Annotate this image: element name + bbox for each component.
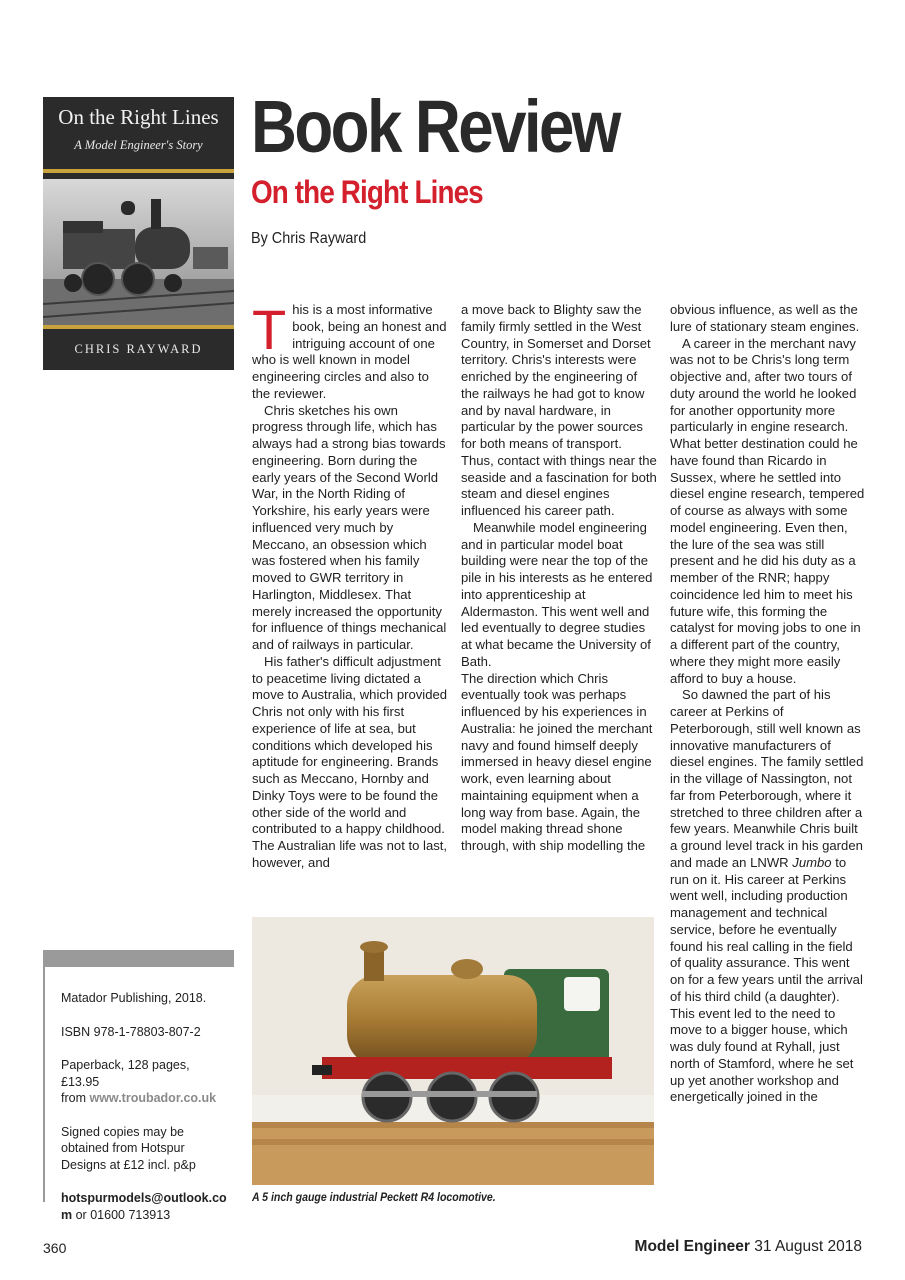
book-info-box: [43, 950, 234, 1222]
cover-subtitle: A Model Engineer's Story: [74, 138, 203, 152]
price-info: Paperback, 128 pages, £13.95 from www.troubador.co.uk: [61, 1058, 217, 1105]
article-paragraph: a move back to Blighty saw the family firmly settled in the West Country, in Somerset and Dorset territory. Chris's interests were enriched by the engineering of the railways he had got to know and by naval hardware, in particular by the power sources for both means of transport. Thus, contact with things near the seaside and a fascination for both steam and diesel engines influenced his career path.: [461, 302, 657, 518]
article-paragraph: This is a most informative book, being an honest and intriguing account of one who is well known in model engineering circles and also to the reviewer.: [252, 298, 447, 401]
publisher: Matador Publishing, 2018.: [61, 991, 207, 1005]
jumbo-italic: Jumbo: [792, 854, 832, 870]
footer-publication: [635, 1238, 862, 1256]
website-link[interactable]: www.troubador.co.uk: [89, 1091, 217, 1105]
book-cover: [43, 97, 234, 370]
article-column-1: [252, 298, 448, 872]
locomotive-photo: [252, 917, 654, 1185]
phone: 01600 713913: [90, 1207, 171, 1222]
email-link[interactable]: hotspurmodels@outlook.com: [61, 1191, 227, 1222]
contact: hotspurmodels@outlook.com or 01600 713913: [61, 1191, 227, 1222]
cover-stripe: [43, 325, 234, 329]
cover-title: On the Right Lines: [58, 105, 219, 129]
page-number: 360: [43, 1240, 67, 1256]
byline: By Chris Rayward: [251, 230, 367, 247]
article-subtitle: On the Right Lines: [251, 174, 483, 210]
cover-locomotive-image: [43, 179, 234, 325]
magazine-name: Model Engineer: [634, 1238, 750, 1255]
article-paragraph: Meanwhile model engineering and in particular model boat building were near the top of the pile in his interests as he entered into apprenticeship at Aldermaston. This went well and led eventually to degree studies at what became the University of Bath.: [461, 519, 653, 669]
info-box-rule: [43, 967, 45, 1202]
article-column-2: [461, 302, 657, 855]
article-paragraph: A career in the merchant navy was not to be Chris's long term objective and, after two tours of duty around the world he looked for another opportunity more particularly in engine research. What better destination could he have found than Ricardo in Sussex, where he settled into diesel engine research, tempered of course as always with some model engineering. Even then, the lure of the sea was still present and he did his duty as a member of the RNR; happy coincidence led him to meet his future wife, this forming the catalyst for moving jobs to one in a different part of the country, where they might more easily afford to buy a house.: [670, 335, 865, 686]
article-paragraph: His father's difficult adjustment to peacetime living dictated a move to Australia, which provided Chris not only with his first experience of life at sea, but conditions which developed his aptitude for engineering. Brands such as Meccano, Hornby and Dinky Toys were to be found the other side of the world and contributed to a happy childhood. The Australian life was not to last, however, and: [252, 653, 448, 870]
issue-date: 31 August 2018: [754, 1238, 862, 1255]
isbn: ISBN 978-1-78803-807-2: [61, 1024, 201, 1039]
article-paragraph: So dawned the part of his career at Perkins of Peterborough, still well known as innovative manufacturers of diesel engines. The family settled in the village of Nassington, not far from Peterborough, where it stretched to three children after a few years. Meanwhile Chris built a ground level track in his garden and made an LNWR Jumbo to run on it. His career at Perkins went well, including production management and technical service, before he eventually found his real calling in the field of quality assurance. This went on for a few years until the arrival of his third child (a daughter). This event led to the need to move to a bigger house, which was duly found at Ryhall, just north of Stamford, where he set up yet another workshop and energetically joined in the: [670, 687, 864, 1105]
article-paragraph: The direction which Chris eventually took was perhaps influenced by his experiences in Australia: he joined the merchant navy and found himself deeply immersed in heavy diesel engine work, even learning about maintaining equipment when a long way from base. Again, the model making thread shone through, with ship modelling the: [461, 670, 653, 853]
drop-cap: T: [252, 298, 287, 361]
article-column-3: [670, 302, 866, 1106]
photo-caption: A 5 inch gauge industrial Peckett R4 locomotive.: [252, 1190, 496, 1204]
article-paragraph: obvious influence, as well as the lure of stationary steam engines.: [670, 302, 860, 334]
info-box-text: [61, 990, 231, 1240]
cover-author: CHRIS RAYWARD: [74, 342, 203, 356]
page-title: Book Review: [251, 85, 619, 168]
article-paragraph: Chris sketches his own progress through life, which has always had a strong bias towards engineering. Born during the early years of the Second World War, in the North Riding of Yorkshire, his early years were influenced very much by Meccano, an obsession which was fostered when his family moved to GWR territory in Harlington, Middlesex. That merely increased the opportunity for influence of things mechanical and of railways in particular.: [252, 402, 447, 652]
info-box-bar: [43, 950, 234, 967]
cover-stripe: [43, 169, 234, 173]
signed-copies: Signed copies may be obtained from Hotspur Designs at £12 incl. p&p: [61, 1124, 196, 1172]
